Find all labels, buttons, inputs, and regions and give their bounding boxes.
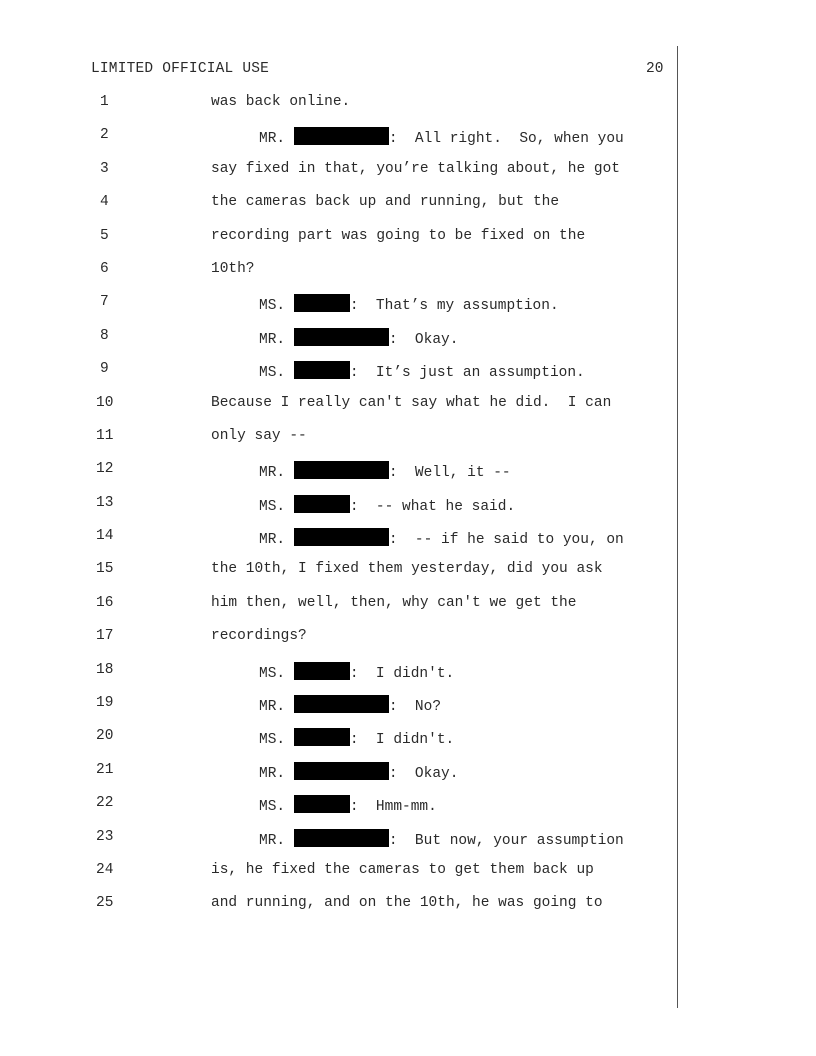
line-number: 24	[96, 861, 114, 878]
line-number: 16	[96, 594, 114, 611]
redaction-block	[294, 728, 350, 746]
redaction-block	[294, 127, 389, 145]
line-text	[259, 662, 454, 683]
line-body: : Okay.	[388, 331, 459, 348]
line-body: is, he fixed the cameras to get them back up	[211, 861, 594, 878]
redaction-block	[294, 294, 350, 312]
transcript-line	[0, 294, 676, 327]
line-body: : No?	[388, 699, 442, 716]
line-body: him then, well, then, why can't we get the	[211, 594, 577, 611]
line-number: 2	[100, 127, 109, 144]
redaction-block	[294, 461, 389, 479]
speaker-title: MR.	[259, 765, 286, 782]
speaker-title: MS.	[259, 365, 286, 382]
speaker-title: MS.	[259, 665, 286, 682]
line-body: : -- if he said to you, on	[388, 532, 624, 549]
line-text	[259, 461, 511, 482]
transcript-line	[0, 161, 676, 194]
line-body: : -- what he said.	[349, 498, 516, 515]
redaction-block	[294, 361, 350, 379]
line-text	[211, 395, 611, 412]
line-text	[259, 795, 437, 816]
line-body: recording part was going to be fixed on the	[211, 227, 586, 244]
right-margin-rule	[677, 46, 678, 1008]
line-number: 11	[96, 427, 114, 444]
line-body: the cameras back up and running, but the	[211, 194, 560, 211]
line-body: : Hmm-mm.	[349, 799, 437, 816]
transcript-line	[0, 94, 676, 127]
line-number: 22	[96, 795, 114, 812]
line-text	[211, 561, 603, 578]
speaker-title: MR.	[259, 532, 286, 549]
line-body: : That’s my assumption.	[349, 298, 559, 315]
line-body: : Well, it --	[388, 465, 511, 482]
line-text	[211, 228, 585, 245]
line-number: 23	[96, 828, 114, 845]
line-body: say fixed in that, you’re talking about, he got	[211, 160, 620, 177]
transcript-line	[0, 528, 676, 561]
transcript-line	[0, 628, 676, 661]
line-text	[211, 895, 603, 912]
transcript-line	[0, 762, 676, 795]
redaction-block	[294, 328, 389, 346]
line-text	[259, 328, 458, 349]
line-text	[211, 94, 350, 111]
line-text	[211, 428, 307, 445]
redaction-block	[294, 495, 350, 513]
transcript-line	[0, 428, 676, 461]
transcript-line	[0, 395, 676, 428]
transcript-line	[0, 862, 676, 895]
line-body: only say --	[211, 427, 307, 444]
transcript-line	[0, 595, 676, 628]
line-number: 13	[96, 494, 114, 511]
redaction-block	[294, 795, 350, 813]
transcript-line	[0, 829, 676, 862]
line-body: : But now, your assumption	[388, 832, 624, 849]
line-number: 25	[96, 895, 114, 912]
line-text	[259, 361, 585, 382]
redaction-block	[294, 762, 389, 780]
transcript-line	[0, 228, 676, 261]
transcript-line	[0, 495, 676, 528]
redaction-block	[294, 662, 350, 680]
speaker-title: MS.	[259, 298, 286, 315]
line-text	[259, 127, 624, 148]
transcript-line	[0, 127, 676, 160]
redaction-block	[294, 829, 389, 847]
transcript-line	[0, 662, 676, 695]
transcript-lines	[0, 94, 676, 929]
line-body: the 10th, I fixed them yesterday, did you ask	[211, 561, 603, 578]
line-text	[259, 294, 559, 315]
redaction-block	[294, 528, 389, 546]
line-number: 4	[100, 194, 109, 211]
line-body: recordings?	[211, 628, 307, 645]
speaker-title: MR.	[259, 699, 286, 716]
line-number: 15	[96, 561, 114, 578]
line-number: 20	[96, 728, 114, 745]
line-text	[211, 161, 620, 178]
line-text	[259, 728, 454, 749]
line-number: 5	[100, 227, 109, 244]
speaker-title: MS.	[259, 498, 286, 515]
transcript-line	[0, 461, 676, 494]
line-number: 9	[100, 361, 109, 378]
line-number: 10	[96, 394, 114, 411]
line-number: 1	[100, 94, 109, 110]
transcript-line	[0, 895, 676, 928]
speaker-title: MS.	[259, 732, 286, 749]
line-text	[259, 829, 624, 850]
line-text	[211, 261, 255, 278]
speaker-title: MS.	[259, 799, 286, 816]
line-body: : I didn't.	[349, 665, 455, 682]
line-text	[259, 762, 458, 783]
line-text	[259, 528, 624, 549]
speaker-title: MR.	[259, 331, 286, 348]
line-number: 6	[100, 260, 109, 277]
speaker-title: MR.	[259, 832, 286, 849]
transcript-line	[0, 194, 676, 227]
line-body: and running, and on the 10th, he was going to	[211, 895, 603, 912]
line-text	[259, 695, 441, 716]
line-number: 12	[96, 461, 114, 478]
line-text	[211, 862, 594, 879]
line-body: 10th?	[211, 260, 255, 277]
line-text	[211, 628, 307, 645]
line-number: 21	[96, 761, 114, 778]
line-number: 8	[100, 327, 109, 344]
line-number: 7	[100, 294, 109, 311]
transcript-line	[0, 361, 676, 394]
line-number: 19	[96, 695, 114, 712]
transcript-line	[0, 328, 676, 361]
line-body: Because I really can't say what he did. I can	[211, 394, 612, 411]
line-body: : All right. So, when you	[388, 131, 624, 148]
transcript-line	[0, 561, 676, 594]
line-text	[211, 194, 559, 211]
transcript-line	[0, 728, 676, 761]
line-number: 14	[96, 528, 114, 545]
page-number: 20	[646, 61, 664, 77]
line-text	[211, 595, 576, 612]
transcript-line	[0, 795, 676, 828]
line-body: was back online.	[211, 94, 351, 110]
line-text	[259, 495, 515, 516]
line-number: 17	[96, 628, 114, 645]
line-body: : I didn't.	[349, 732, 455, 749]
classification-header: LIMITED OFFICIAL USE	[91, 61, 270, 77]
line-number: 18	[96, 661, 114, 678]
speaker-title: MR.	[259, 465, 286, 482]
line-body: : It’s just an assumption.	[349, 365, 585, 382]
line-number: 3	[100, 160, 109, 177]
speaker-title: MR.	[259, 131, 286, 148]
transcript-line	[0, 695, 676, 728]
line-body: : Okay.	[388, 765, 459, 782]
transcript-line	[0, 261, 676, 294]
redaction-block	[294, 695, 389, 713]
